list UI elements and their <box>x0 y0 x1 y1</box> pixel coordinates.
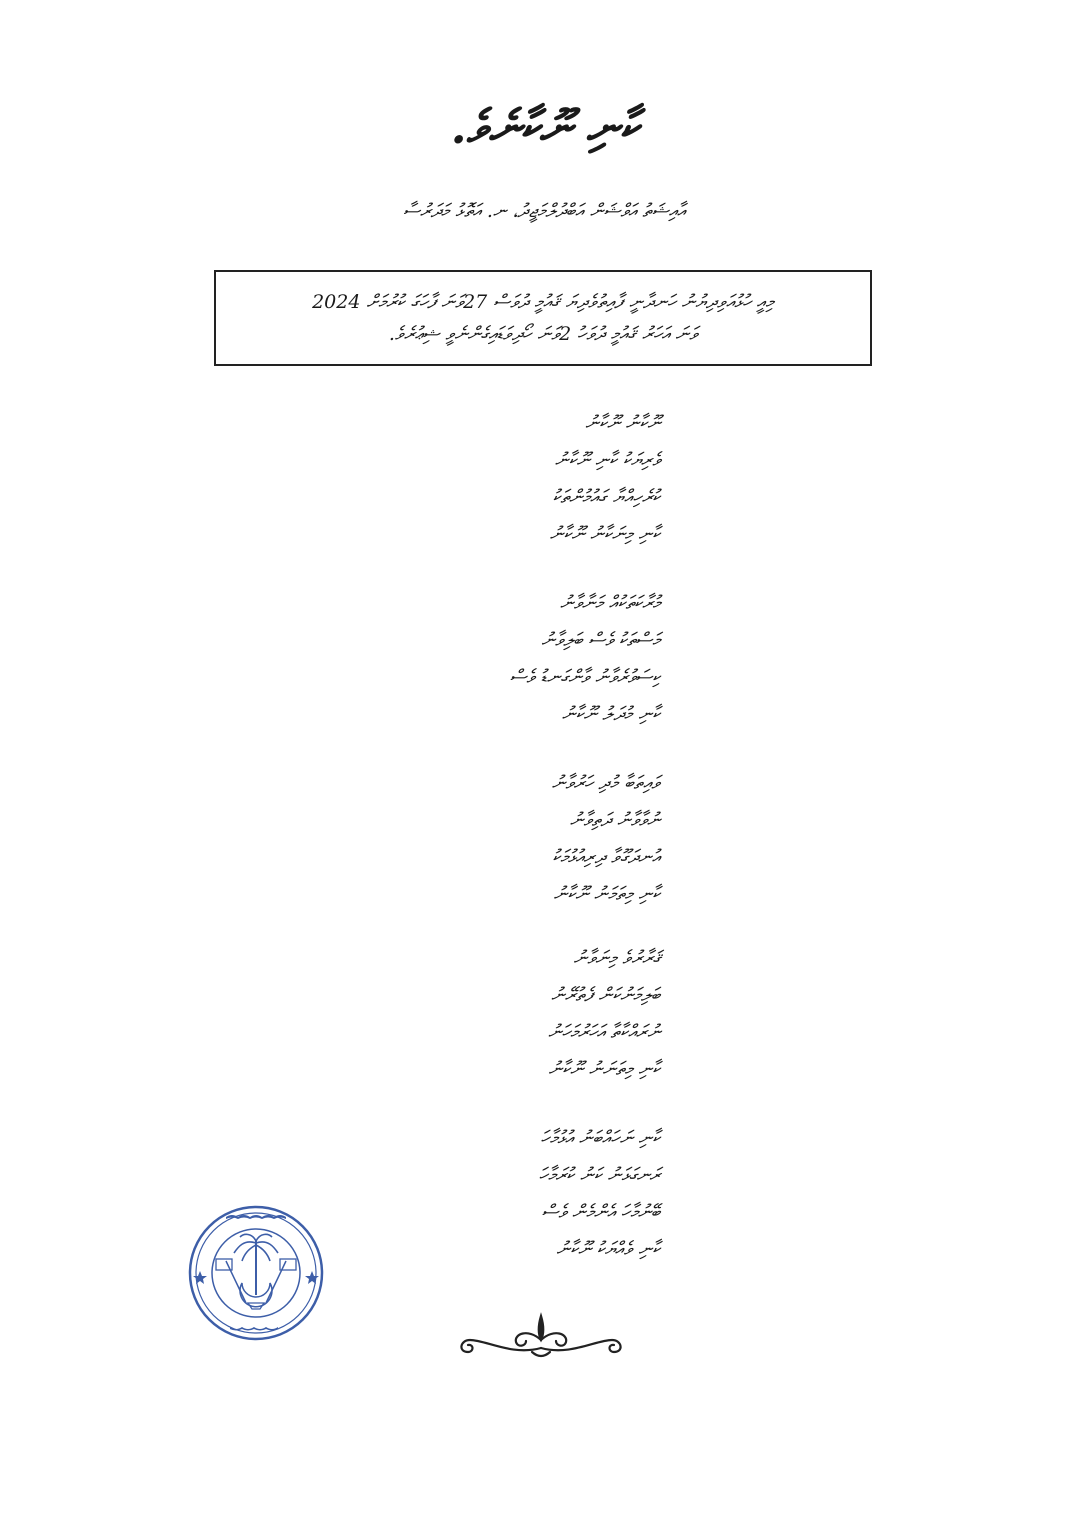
stanza <box>380 765 660 913</box>
verse-line: ނުވާވާނު ދަތިވާނު <box>569 809 660 831</box>
flourish-ornament-icon <box>452 1310 630 1362</box>
info-line: މިއީ ހުޅުއަވިދިޔުނު ހަނދާނީ ފާއިތުވެދިޔަ ޤައުމީ ދުވަސް 27ވަނަ ފާހަގަ ކުރުމަށް 2024 <box>312 291 774 313</box>
verse-line: ކާނި ވެއްޔަކު ނޫކާނު <box>556 1238 660 1260</box>
verse-line: ކިސަވުރެވާނު ވާންގަނޑު ވެސް <box>509 666 660 688</box>
stanza <box>380 585 660 733</box>
verse-line: ކާނި މުދަލު ނޫކާނު <box>561 703 660 725</box>
verse-line: ބޭނުމާހަ އެންމެން ވެސް <box>541 1201 660 1223</box>
verse-line: ކާނި މިނަކާނު ނޫކާނު <box>549 523 660 545</box>
verse-line: ނުރައްކާތާ އަހަރުމަހަނު <box>548 1021 660 1043</box>
stanza <box>380 940 660 1088</box>
verse-line: ވައިތަބާ މުދި ހަރުވާނު <box>551 772 660 794</box>
verse-line: މަސްތަކު ވެސް ބަލިވާނު <box>541 629 660 651</box>
verse-line: ރަނގަޅަނު ކަނު ކުރަމާހަ <box>538 1164 660 1186</box>
government-seal-icon <box>186 1203 326 1343</box>
verse-line: ޤަރާރުވެ މިނަވާނު <box>573 947 660 969</box>
page-title: ކާނި ނޫކާނެވެ. <box>450 100 639 154</box>
verse-line: ނޫކާނު ނޫކާނު <box>585 412 660 434</box>
verse-line: ކާނި މިތަމަނު ނޫކާނު <box>553 883 660 905</box>
verse-line: ކާނި މިތަނަނު ނޫކާނު <box>548 1058 660 1080</box>
verse-line: ކުރެހިއްޔާ ގައުމުންތަކު <box>552 486 660 508</box>
verse-line: ވެރިޔަކު ކާނި ނޫކާނު <box>554 449 660 471</box>
verse-line: އުނދަގޫވާ ދިރިއުޅުމަކު <box>552 846 660 868</box>
info-box <box>214 270 872 366</box>
verse-line: މުރާކަތަކުއް މަނާވާނު <box>560 592 660 614</box>
verse-line: ކާނި ނަހައްބަނު އުޅުމާހަ <box>540 1127 660 1149</box>
stanza <box>380 405 660 553</box>
info-line: ވަނަ އަހަރު ޤައުމީ ދުވަހު 2ވަނަ ހޯދިވަޑައިގެންނެވީ ޝިޢުރެވެ. <box>388 323 698 345</box>
verse-line: ބަލިމަނުކަން ފެތުރޭނު <box>551 984 660 1006</box>
stanza <box>380 1120 660 1268</box>
author-line: އާއިޝަތު އަވްޝަން އަބްދުލްމަޖީދު، ނ. އަތޮޅު މަދަރުސާ <box>403 200 686 222</box>
